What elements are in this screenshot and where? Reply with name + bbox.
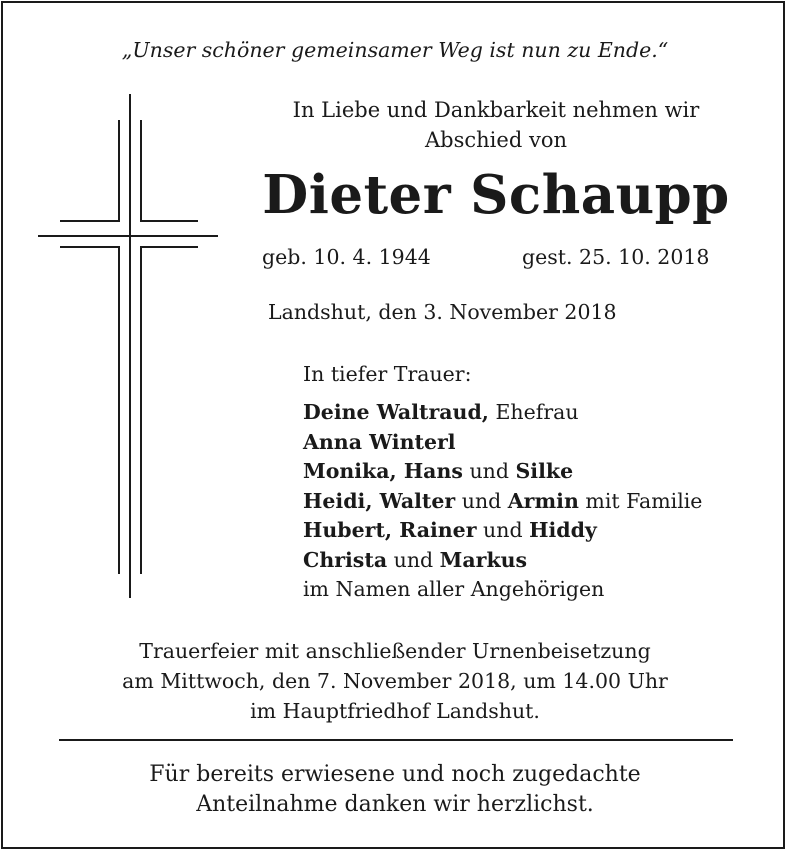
cross-icon (36, 94, 222, 604)
mourner-line (303, 546, 702, 576)
mourner-text: im Namen aller Angehörigen (303, 577, 605, 601)
mourner-name: Hiddy (529, 518, 597, 542)
intro-text (246, 95, 746, 155)
mourner-name: Deine Waltraud, (303, 400, 489, 424)
mourner-name: Silke (515, 459, 574, 483)
intro-line-1: In Liebe und Dankbarkeit nehmen wir (292, 98, 700, 122)
mourner-line (303, 398, 702, 428)
ceremony-line-1: Trauerfeier mit anschließender Urnenbeisetzung (139, 639, 651, 663)
mourner-line (303, 428, 702, 458)
mourner-name: Markus (439, 547, 528, 572)
thanks-line-1: Für bereits erwiesene und noch zugedachte (149, 762, 641, 787)
ceremony-info (0, 636, 790, 726)
mourner-name: Heidi, Walter (303, 488, 456, 513)
place-and-date: Landshut, den 3. November 2018 (268, 300, 617, 324)
mourner-text: und (476, 518, 530, 542)
mourner-text: und (462, 459, 516, 483)
mourner-line (303, 516, 702, 546)
death-date: gest. 25. 10. 2018 (522, 245, 710, 269)
grief-heading: In tiefer Trauer: (303, 362, 472, 386)
thanks-line-2: Anteilnahme danken wir herzlichst. (196, 792, 594, 817)
mourner-name: Christa (303, 547, 388, 572)
mourner-name: Hubert, Rainer (303, 518, 477, 542)
deceased-name: Dieter Schaupp (262, 164, 730, 226)
ceremony-line-3: im Hauptfriedhof Landshut. (250, 699, 540, 723)
mourner-text: Ehefrau (488, 400, 579, 424)
mourner-text: und (387, 547, 440, 572)
mourner-text: mit Familie (578, 488, 703, 513)
mourners-list (303, 398, 702, 605)
birth-date: geb. 10. 4. 1944 (262, 245, 431, 269)
mourner-line (303, 487, 702, 517)
ceremony-line-2: am Mittwoch, den 7. November 2018, um 14.00 Uhr (122, 669, 668, 693)
intro-line-2: Abschied von (425, 128, 567, 152)
thanks-text (0, 760, 790, 820)
divider-rule (59, 739, 733, 741)
mourner-line (303, 457, 702, 487)
mourner-name: Anna Winterl (303, 429, 456, 454)
motto-quote: „Unser schöner gemeinsamer Weg ist nun zu Ende.“ (121, 38, 669, 62)
mourner-name: Armin (507, 488, 579, 513)
mourner-line (303, 575, 702, 605)
mourner-text: und (455, 488, 508, 513)
mourner-name: Monika, Hans (303, 459, 463, 483)
